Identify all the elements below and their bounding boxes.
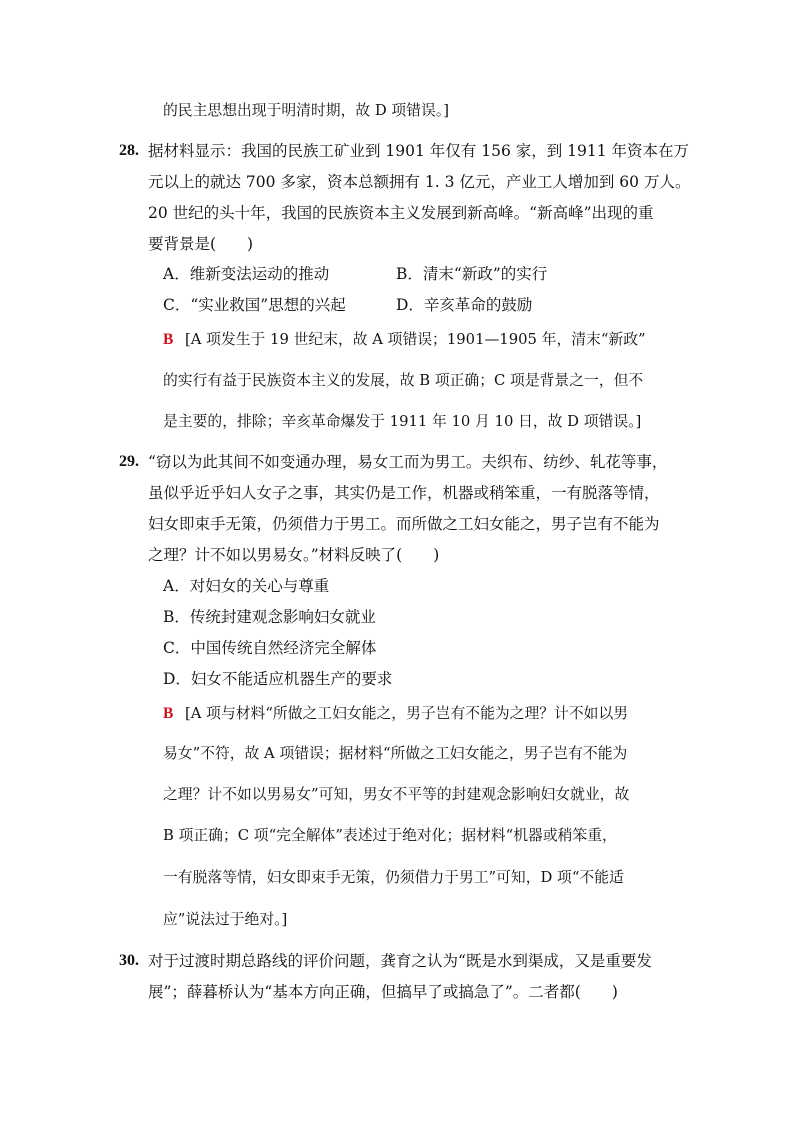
explanation-line: 之理？计不如以男易女”可知，男女不平等的封建观念影响妇女就业，故 [163,786,630,803]
question-stem-line: 展”；薛暮桥认为“基本方向正确，但搞早了或搞急了”。二者都( ) [148,983,618,1001]
question-stem-line: 20 世纪的头十年，我国的民族资本主义发展到新高峰。“新高峰”出现的重 [148,204,654,222]
option-b: B．传统封建观念影响妇女就业 [163,608,376,626]
explanation-line: [A 项发生于 19 世纪末，故 A 项错误；1901—1905 年，清末“新政” [185,331,646,348]
option-a: A．对妇女的关心与尊重 [163,577,330,595]
explanation-line: 是主要的，排除；辛亥革命爆发于 1911 年 10 月 10 日，故 D 项错误。] [163,413,642,430]
explanation-line: B 项正确；C 项“完全解体”表述过于绝对化；据材料“机器或稍笨重， [163,827,617,844]
option-d: D．辛亥革命的鼓励 [396,296,533,314]
question-stem-line: “窃以为此其间不如变通办理，易女工而为男工。夫织布、纺纱、轧花等事， [148,453,668,471]
question-stem-line: 对于过渡时期总路线的评价问题，龚育之认为“既是水到渠成，又是重要发 [148,952,652,970]
question-stem-line: 要背景是( ) [148,235,254,253]
option-c: C．“实业救国”思想的兴起 [163,296,346,314]
question-stem-line: 元以上的就达 700 多家，资本总额拥有 1. 3 亿元，产业工人增加到 60 万人。 [148,173,691,191]
explanation-line: 应”说法过于绝对。] [163,911,288,928]
explanation-line: 易女”不符，故 A 项错误；据材料“所做之工妇女能之，男子岂有不能为 [163,745,628,762]
question-stem-line: 据材料显示：我国的民族工矿业到 1901 年仅有 156 家，到 1911 年资本在万 [148,142,690,160]
answer-letter: B [163,705,174,722]
option-a: A．维新变法运动的推动 [163,265,330,283]
explanation-line: [A 项与材料“所做之工妇女能之，男子岂有不能为之理？计不如以男 [185,705,629,722]
option-d: D．妇女不能适应机器生产的要求 [163,670,393,688]
option-c: C．中国传统自然经济完全解体 [163,639,377,657]
option-b: B．清末“新政”的实行 [396,265,548,283]
question-number: 28. [119,142,139,159]
answer-letter: B [163,331,174,348]
question-number: 29. [119,453,139,470]
explanation-line: 一有脱落等情，妇女即束手无策，仍须借力于男工”可知，D 项“不能适 [163,869,624,886]
question-stem-line: 虽似乎近乎妇人女子之事，其实仍是工作，机器或稍笨重，一有脱落等情， [148,484,660,502]
question-number: 30. [119,952,139,969]
question-stem-line: 之理？计不如以男易女。”材料反映了( ) [148,546,440,564]
question-stem-line: 妇女即束手无策，仍须借力于男工。而所做之工妇女能之，男子岂有不能为 [148,515,660,533]
explanation-line: 的实行有益于民族资本主义的发展，故 B 项正确；C 项是背景之一，但不 [163,372,644,389]
previous-explanation-tail: 的民主思想出现于明清时期，故 D 项错误。] [163,102,449,119]
